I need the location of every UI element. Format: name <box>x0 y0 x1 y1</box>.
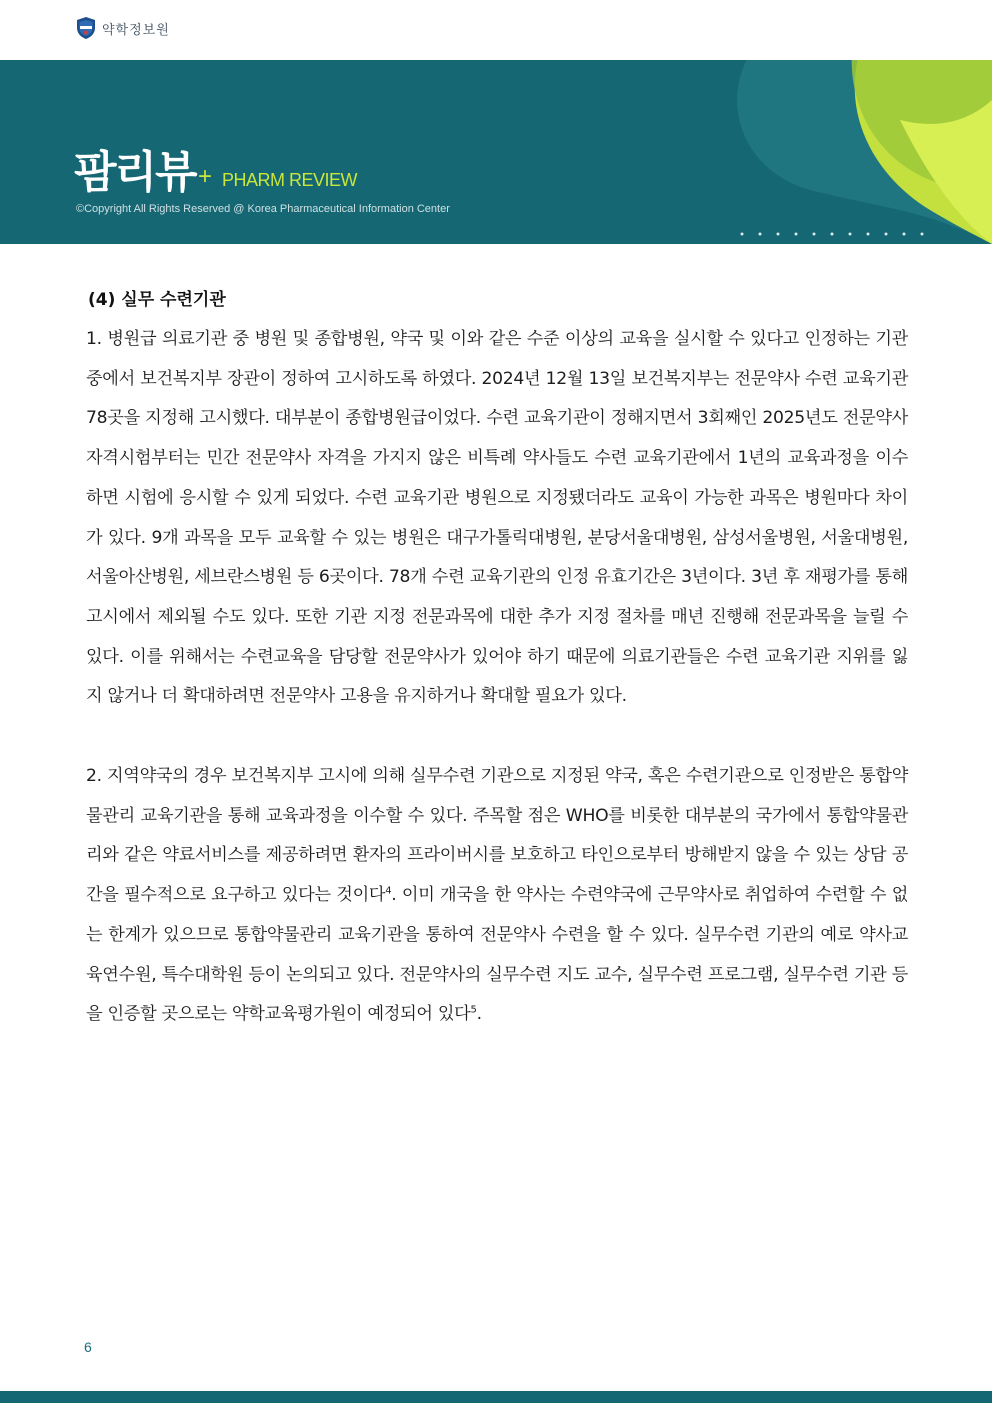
footer-bar <box>0 1391 992 1403</box>
brand <box>76 16 170 40</box>
page-number: 6 <box>84 1339 92 1355</box>
top-bar <box>0 0 992 60</box>
footnote-ref-4[interactable]: 4 <box>385 885 392 897</box>
paragraph-2-text-c: . <box>476 1004 482 1025</box>
publication-subtitle: PHARM REVIEW <box>222 170 358 190</box>
section-heading: (4) 실무 수련기관 <box>88 290 226 310</box>
title-plus-sign: + <box>198 163 213 190</box>
copyright-notice: ©Copyright All Rights Reserved @ Korea Pharmaceutical Information Center <box>76 203 450 215</box>
paragraph-2-text-b: . 이미 개국을 한 약사는 수련약국에 근무약사로 취업하여 수련할 수 없는 한계가 있으므로 통합약물관리 교육기관을 통하여 전문약사 수련을 할 수 있다. 실무수련 기관의 예로 약사교육연수원, 특수대학원 등이 논의되고 있다. 전문약사의 실무수련 지도 교수, 실무수련 프로그램, 실무수련 기관 등을 인증할 곳으로는 약학교육평가원이 예정되어 있다 <box>86 885 909 1025</box>
publication-title: 팜리뷰 <box>74 147 196 198</box>
shield-logo-icon <box>76 16 96 40</box>
footnote-ref-5[interactable]: 5 <box>470 1004 477 1016</box>
dots-pattern <box>736 228 936 244</box>
paragraph-2-text-a: 2. 지역약국의 경우 보건복지부 고시에 의해 실무수련 기관으로 지정된 약국, 혹은 수련기관으로 인정받은 통합약물관리 교육기관을 통해 교육과정을 이수할 수 있다. 주목할 점은 WHO를 비롯한 대부분의 국가에서 통합약물관리와 같은 약료서비스를 제공하려면 환자의 프라이버시를 보호하고 타인으로부터 방해받지 않을 수 있는 상담 공간을 필수적으로 요구하고 있다는 것이다 <box>86 766 908 906</box>
paragraph-2 <box>86 757 908 1035</box>
brand-name: 약학정보원 <box>102 22 170 38</box>
article-body <box>86 284 908 1035</box>
paragraph-1: 1. 병원급 의료기관 중 병원 및 종합병원, 약국 및 이와 같은 수준 이상의 교육을 실시할 수 있다고 인정하는 기관 중에서 보건복지부 장관이 정하여 고시하도록 하였다. 2024년 12월 13일 보건복지부는 전문약사 수련 교육기관 78곳을 지정해 고시했다. 대부분이 종합병원급이었다. 수련 교육기관이 정해지면서 3회째인 2025년도 전문약사 자격시험부터는 민간 전문약사 자격을 가지지 않은 비특례 약사들도 수련 교육기관에서 1년의 교육과정을 이수하면 시험에 응시할 수 있게 되었다. 수련 교육기관 병원으로 지정됐더라도 교육이 가능한 과목은 병원마다 차이가 있다. 9개 과목을 모두 교육할 수 있는 병원은 대구가톨릭대병원, 분당서울대병원, 삼성서울병원, 서울대병원, 서울아산병원, 세브란스병원 등 6곳이다. 78개 수련 교육기관의 인정 유효기간은 3년이다. 3년 후 재평가를 통해 고시에서 제외될 수도 있다. 또한 기관 지정 전문과목에 대한 추가 지정 절차를 매년 진행해 전문과목을 늘릴 수 있다. 이를 위해서는 수련교육을 담당할 전문약사가 있어야 하기 때문에 의료기관들은 수련 교육기관 지위를 잃지 않거나 더 확대하려면 전문약사 고용을 유지하거나 확대할 필요가 있다. <box>86 329 908 707</box>
